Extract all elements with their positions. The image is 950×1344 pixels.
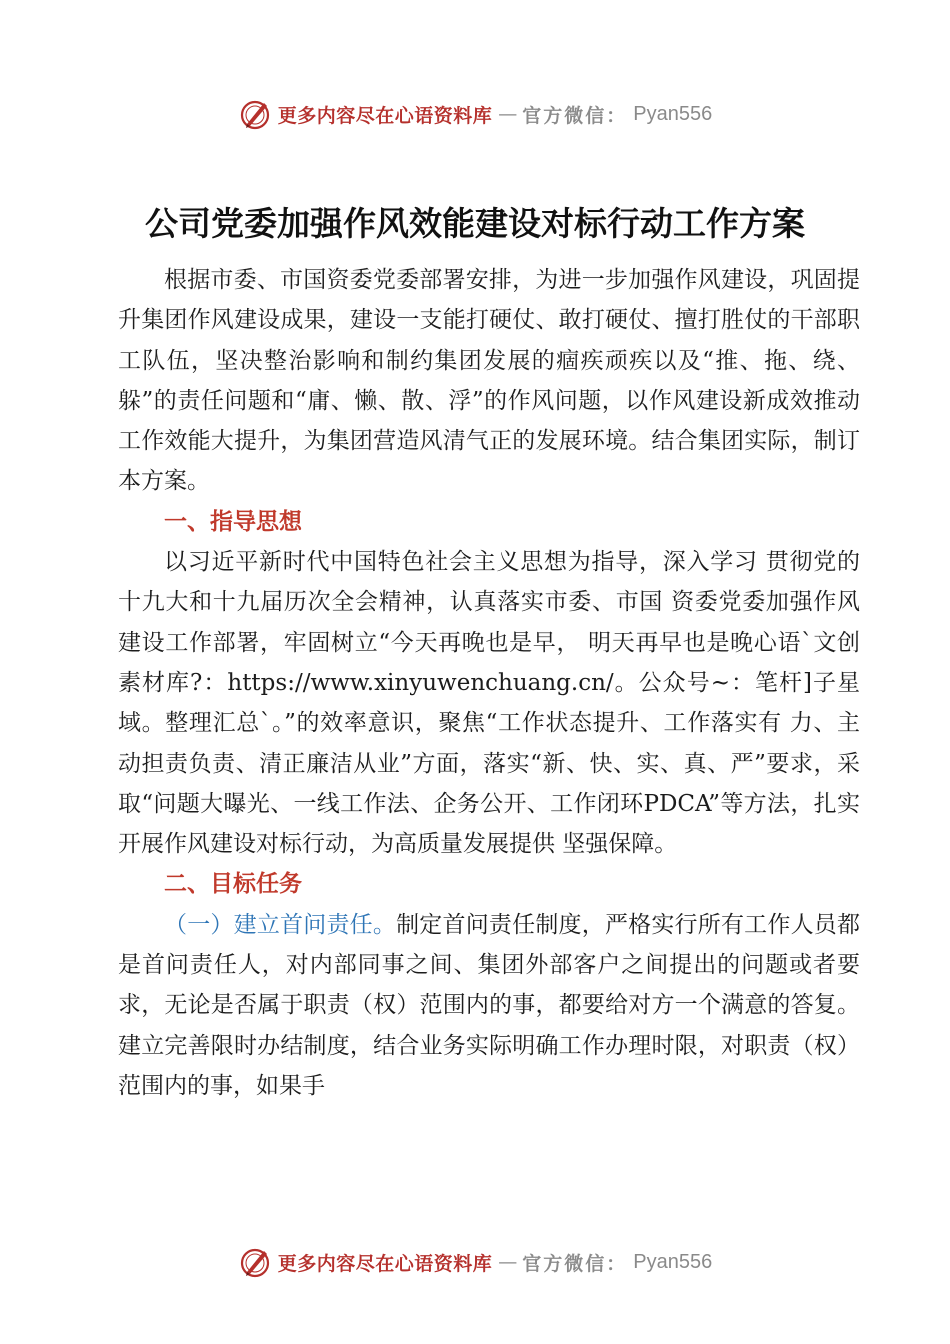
pen-logo-icon <box>238 1245 272 1279</box>
header-banner <box>0 94 950 134</box>
item-first-inquiry-body: 制定首问责任制度，严格实行所有工作人员都是首问责任人，对内部同事之间、集团外部客户之间提出的问题或者要求，无论是否属于职责（权）范围内的事，都要给对方一个满意的答复。建立完善限时办结制度，结合业务实际明确工作办理时限，对职责（权）范围内的事，如果手 <box>118 911 861 1099</box>
item-first-inquiry-lead: （一）建立首问责任。 <box>164 911 397 938</box>
intro-paragraph: 根据市委、市国资委党委部署安排，为进一步加强作风建设，巩固提升集团作风建设成果，建设一支能打硬仗、敢打硬仗、擅打胜仗的干部职工队伍，坚决整治影响和制约集团发展的痼疾顽疾以及“推、拖、绕、躲”的责任问题和“庸、懒、散、浮”的作风问题，以作风建设新成效推动工作效能大提升，为集团营造风清气正的发展环境。结合集团实际，制订本方案。 <box>118 267 860 495</box>
banner-brand-text: 更多内容尽在心语资料库 <box>277 1252 493 1275</box>
item-first-inquiry-paragraph <box>118 905 860 1106</box>
banner-official-label: 官方微信： <box>522 104 628 127</box>
banner-brand-text: 更多内容尽在心语资料库 <box>277 104 493 127</box>
pen-logo-icon <box>238 97 272 131</box>
section-heading-goals-tasks: 二、目标任务 <box>164 871 302 898</box>
banner-dash: — <box>498 1251 517 1273</box>
document-title: 公司党委加强作风效能建设对标行动工作方案 <box>145 204 805 243</box>
banner-wechat-id: Pyan556 <box>633 1250 713 1273</box>
document-body <box>118 260 860 1106</box>
footer-banner <box>0 1242 950 1282</box>
banner-dash: — <box>498 103 517 125</box>
banner-wechat-id: Pyan556 <box>633 102 713 125</box>
banner-official-label: 官方微信： <box>522 1252 628 1275</box>
section-heading-guiding-ideology: 一、指导思想 <box>164 508 302 535</box>
guiding-ideology-paragraph: 以习近平新时代中国特色社会主义思想为指导，深入学习 贯彻党的十九大和十九届历次全会精神，认真落实市委、市国 资委党委加强作风建设工作部署，牢固树立“今天再晚也是早， 明天再早也是晚心语`文创素材库?：https://www.xinyuwenchuang.cn/。公众号~：笔杆]子星域。整理汇总`。”的效率意识，聚焦“工作状态提升、工作落实有 力、主动担责负责、清正廉洁从业”方面，落实“新、快、实、真、严”要求，采取“问题大曝光、一线工作法、企务公开、工作闭环PDCA”等方法，扎实开展作风建设对标行动，为高质量发展提供 坚强保障。 <box>118 549 860 858</box>
